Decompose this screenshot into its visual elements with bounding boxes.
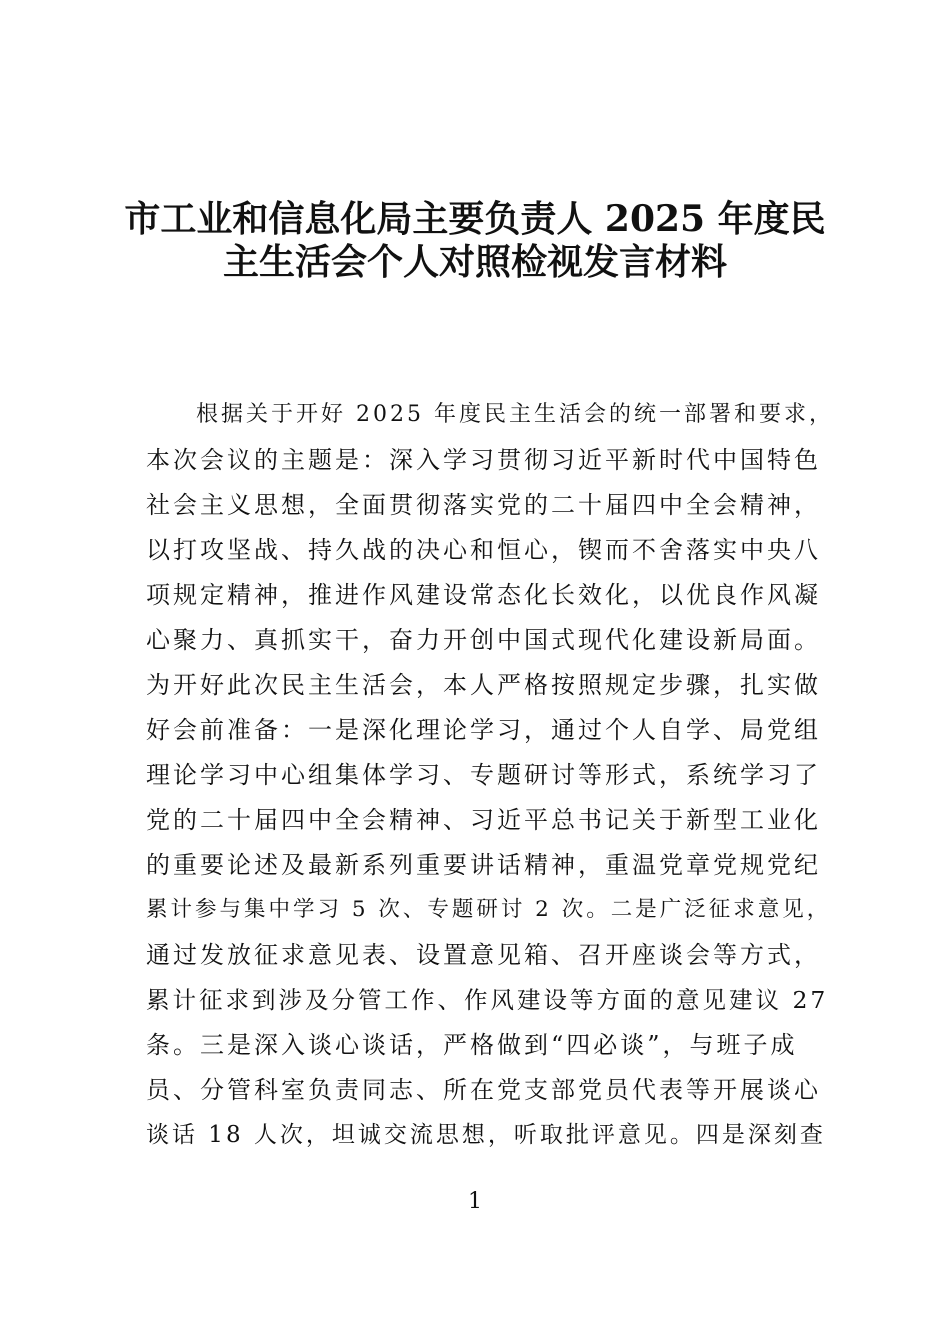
body-text-line: 累计参与集中学习 5 次、专题研讨 2 次。二是广泛征求意见， bbox=[146, 897, 832, 922]
body-text-line: 通过发放征求意见表、设置意见箱、召开座谈会等方式， bbox=[146, 941, 821, 969]
body-text-line: 员、分管科室负责同志、所在党支部党员代表等开展谈心 bbox=[146, 1076, 821, 1104]
body-text-line: 以打攻坚战、持久战的决心和恒心，锲而不舍落实中央八 bbox=[146, 536, 821, 564]
body-text-line: 根据关于开好 2025 年度民主生活会的统一部署和要求， bbox=[196, 402, 834, 427]
body-text-line: 的重要论述及最新系列重要讲话精神，重温党章党规党纪 bbox=[146, 851, 821, 879]
page-number: 1 bbox=[468, 1189, 482, 1214]
body-text-line: 社会主义思想，全面贯彻落实党的二十届四中全会精神， bbox=[146, 491, 821, 519]
body-text-line: 为开好此次民主生活会，本人严格按照规定步骤，扎实做 bbox=[146, 671, 821, 699]
body-text-line: 条。三是深入谈心谈话，严格做到“四必谈”，与班子成 bbox=[146, 1031, 798, 1059]
body-text-line: 本次会议的主题是：深入学习贯彻习近平新时代中国特色 bbox=[146, 446, 821, 474]
body-text-line: 心聚力、真抓实干，奋力开创中国式现代化建设新局面。 bbox=[146, 626, 821, 654]
body-text-line: 好会前准备：一是深化理论学习，通过个人自学、局党组 bbox=[146, 716, 821, 744]
body-text-line: 理论学习中心组集体学习、专题研讨等形式，系统学习了 bbox=[146, 761, 821, 789]
body-text-line: 党的二十届四中全会精神、习近平总书记关于新型工业化 bbox=[146, 806, 821, 834]
document-title-line-1: 市工业和信息化局主要负责人 2025 年度民 bbox=[124, 198, 826, 240]
body-text-line: 谈话 18 人次，坦诚交流思想，听取批评意见。四是深刻查 bbox=[146, 1122, 826, 1148]
document-title-line-2: 主生活会个人对照检视发言材料 bbox=[222, 241, 727, 283]
body-text-line: 累计征求到涉及分管工作、作风建设等方面的意见建议 27 bbox=[146, 986, 829, 1014]
body-text-line: 项规定精神，推进作风建设常态化长效化，以优良作风凝 bbox=[146, 581, 821, 609]
